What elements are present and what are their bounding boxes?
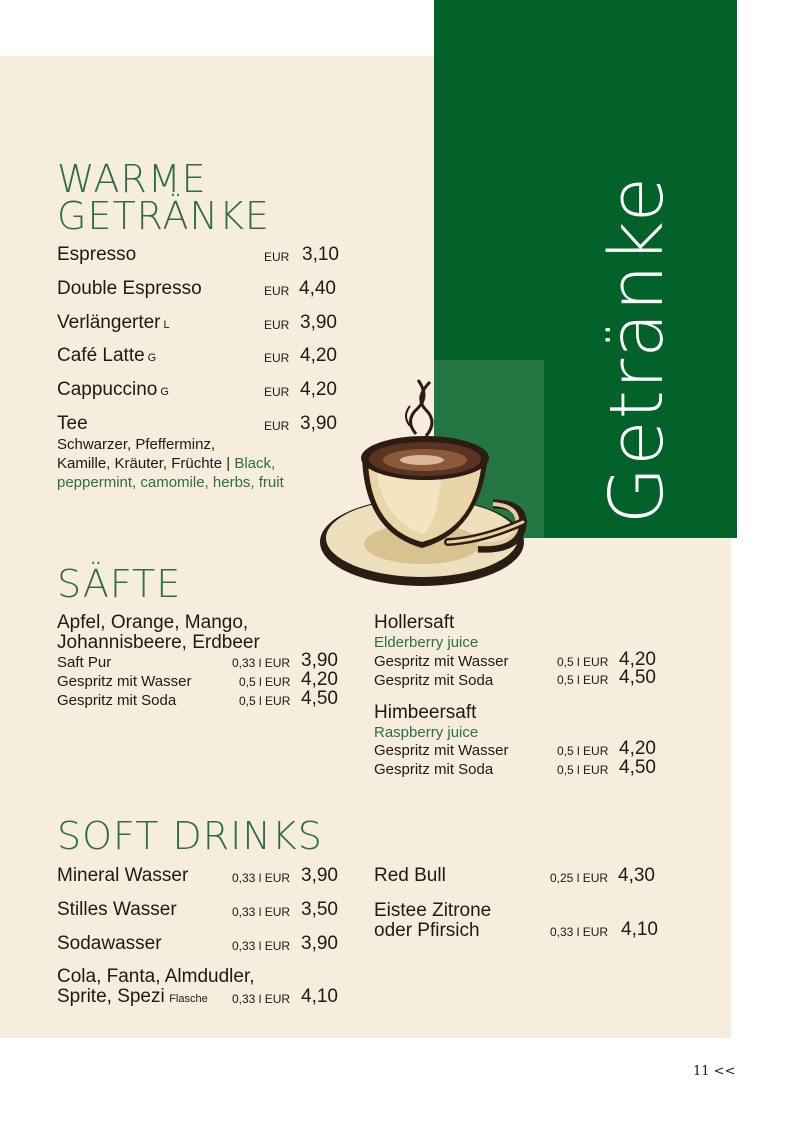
juice-row-price: 3,90 (301, 650, 338, 671)
menu-item (57, 379, 169, 401)
himbeer-row-name: Gespritz mit Wasser (374, 742, 509, 759)
soft-drinks-title: SOFT DRINKS (57, 814, 323, 858)
juice-row-size: 0,33 l EUR (232, 656, 291, 670)
holler-row-size: 0,5 l EUR (557, 655, 609, 669)
soft-item-name: Sodawasser (57, 933, 162, 954)
item-price: 4,20 (300, 379, 337, 400)
item-name: Verlängerter (57, 312, 161, 333)
juice-row-name: Saft Pur (57, 654, 112, 671)
item-price: 3,10 (302, 244, 339, 265)
soft-item-size: 0,33 l EUR (232, 905, 291, 919)
vertical-title: Getränke (594, 175, 680, 525)
warme-title-line2: GETRÄNKE (57, 194, 270, 238)
cola-price: 4,10 (301, 986, 338, 1007)
eistee-size: 0,33 l EUR (550, 925, 609, 939)
holler-english: Elderberry juice (374, 634, 479, 651)
warme-title-line1: WARME (57, 157, 207, 201)
himbeer-heading: Himbeersaft (374, 702, 477, 723)
juice-heading-line1: Apfel, Orange, Mango, (57, 612, 249, 633)
holler-row-size: 0,5 l EUR (557, 673, 609, 687)
item-tag: G (160, 386, 169, 398)
coffee-cup-icon (318, 372, 530, 590)
eistee-price: 4,10 (621, 919, 658, 940)
redbull-name: Red Bull (374, 865, 446, 886)
holler-row-name: Gespritz mit Soda (374, 672, 494, 689)
cola-line1: Cola, Fanta, Almdudler, (57, 966, 255, 987)
item-currency: EUR (264, 318, 290, 332)
tee-description-en2: peppermint, camomile, herbs, fruit (57, 474, 284, 491)
tee-description-en1: Black, (234, 455, 276, 472)
soft-item-price: 3,90 (301, 865, 338, 886)
item-tag: L (163, 319, 170, 331)
item-price: 4,20 (300, 345, 337, 366)
tee-description-line2 (57, 455, 275, 472)
juice-row-name: Gespritz mit Wasser (57, 673, 192, 690)
holler-row-price: 4,50 (619, 667, 656, 688)
soft-item-size: 0,33 l EUR (232, 871, 291, 885)
cola-names: Sprite, Spezi (57, 986, 165, 1007)
menu-item (57, 278, 202, 300)
saefte-title: SÄFTE (57, 562, 182, 606)
cola-line2 (57, 986, 208, 1008)
cola-note: Flasche (169, 993, 208, 1005)
item-currency: EUR (264, 419, 290, 433)
item-name: Café Latte (57, 345, 145, 366)
cola-size: 0,33 l EUR (232, 992, 291, 1006)
item-currency: EUR (264, 284, 290, 298)
himbeer-row-name: Gespritz mit Soda (374, 761, 494, 778)
himbeer-english: Raspberry juice (374, 724, 479, 741)
page-number: 11 << (693, 1064, 736, 1079)
item-currency: EUR (264, 385, 290, 399)
item-currency: EUR (264, 250, 290, 264)
menu-item (57, 312, 170, 334)
menu-item (57, 345, 156, 367)
soft-item-name: Mineral Wasser (57, 865, 189, 886)
item-tag: G (147, 352, 157, 364)
tee-description-de: Kamille, Kräuter, Früchte | (57, 455, 231, 472)
juice-heading-line2: Johannisbeere, Erdbeer (57, 632, 260, 653)
menu-item (57, 244, 136, 266)
menu-item (57, 413, 88, 435)
item-name: Tee (57, 413, 88, 434)
item-name: Double Espresso (57, 278, 202, 299)
juice-row-price: 4,20 (301, 669, 338, 690)
item-name: Espresso (57, 244, 137, 265)
holler-row-name: Gespritz mit Wasser (374, 653, 509, 670)
juice-row-name: Gespritz mit Soda (57, 692, 177, 709)
juice-row-size: 0,5 l EUR (239, 675, 291, 689)
item-name: Cappuccino (57, 379, 158, 400)
holler-heading: Hollersaft (374, 612, 455, 633)
item-price: 3,90 (300, 413, 337, 434)
himbeer-row-price: 4,20 (619, 738, 656, 759)
himbeer-row-price: 4,50 (619, 757, 656, 778)
juice-row-size: 0,5 l EUR (239, 694, 291, 708)
himbeer-row-size: 0,5 l EUR (557, 763, 609, 777)
item-price: 4,40 (299, 278, 336, 299)
soft-item-name: Stilles Wasser (57, 899, 177, 920)
soft-item-size: 0,33 l EUR (232, 939, 291, 953)
holler-row-price: 4,20 (619, 649, 656, 670)
eistee-line1: Eistee Zitrone (374, 900, 492, 921)
juice-row-price: 4,50 (301, 688, 338, 709)
himbeer-row-size: 0,5 l EUR (557, 744, 609, 758)
soft-item-price: 3,50 (301, 899, 338, 920)
item-currency: EUR (264, 351, 290, 365)
soft-item-price: 3,90 (301, 933, 338, 954)
eistee-line2: oder Pfirsich (374, 920, 480, 941)
redbull-size: 0,25 l EUR (550, 871, 609, 885)
item-price: 3,90 (300, 312, 337, 333)
tee-description-line1: Schwarzer, Pfefferminz, (57, 436, 216, 453)
redbull-price: 4,30 (618, 865, 655, 886)
